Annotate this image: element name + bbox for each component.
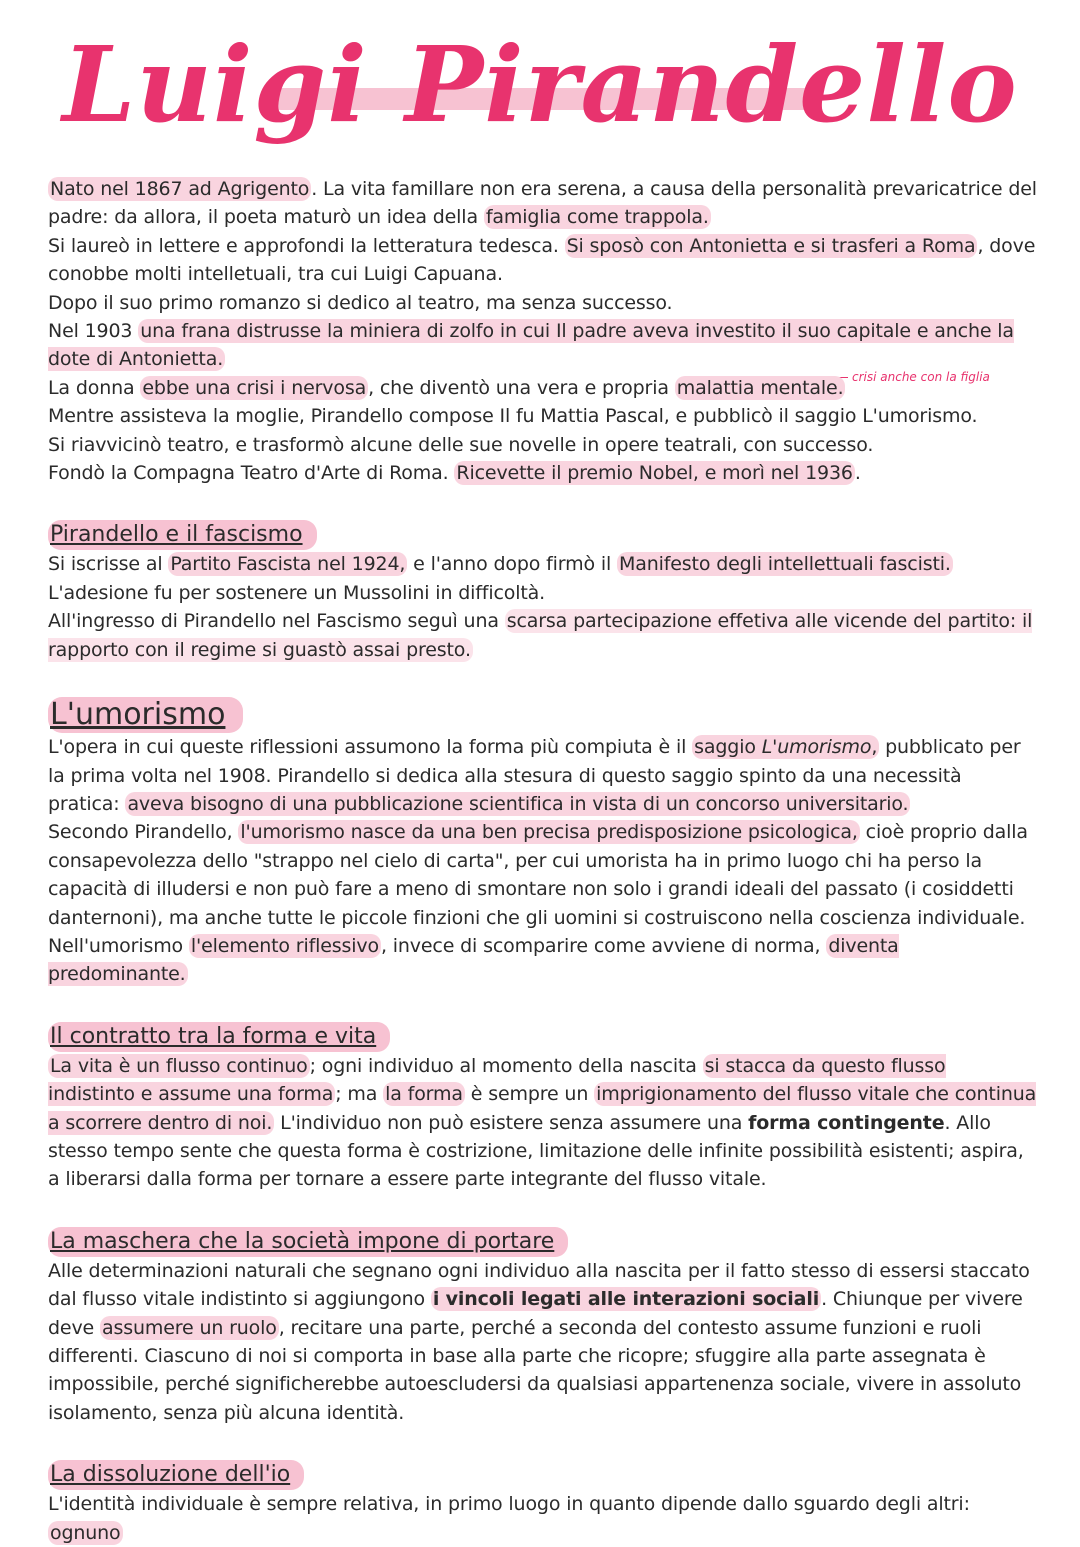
text: Si iscrisse al — [48, 553, 169, 576]
text: . Chiunque per vivere deve — [48, 1288, 1023, 1339]
maschera-paragraph — [48, 1257, 1038, 1427]
text: , dove conobbe molti intelletuali, tra cui Luigi Capuana. — [48, 234, 1036, 286]
highlight: imprigionamento del flusso vitale che continua a scorrere dentro di noi. — [48, 1083, 1037, 1134]
maschera-section — [48, 1227, 1038, 1427]
highlight: la forma — [385, 1083, 463, 1106]
section-heading: La dissoluzione dell'io — [48, 1460, 304, 1490]
umorismo-paragraph — [48, 733, 1038, 989]
highlight: l'elemento riflessivo — [190, 934, 379, 957]
text: è sempre un — [464, 1083, 595, 1106]
highlight: scarsa partecipazione effetiva alle vicende del partito: il rapporto con il regime si guastò assai presto. — [48, 610, 1033, 661]
section-heading: Il contratto tra la forma e vita — [48, 1022, 390, 1052]
fascismo-section — [48, 520, 1038, 664]
highlight: La vita è un flusso continuo — [50, 1054, 308, 1077]
notes-body — [48, 175, 1038, 1547]
highlight: si stacca da questo flusso indistinto e assume una forma — [48, 1054, 946, 1106]
highlight: ebbe una crisi i nervosa — [142, 376, 367, 399]
text: Si laureò in lettere e approfondi la letteratura tedesca. — [48, 234, 565, 257]
text: , invece di scomparire come avviene di norma, — [380, 934, 827, 957]
text: . La vita famillare non era serena, a causa della personalità prevaricatrice del padre: da allora, il poeta maturò un idea della — [48, 178, 1037, 229]
highlight: Manifesto degli intellettuali fascisti. — [618, 553, 951, 576]
title-area — [0, 10, 1080, 180]
highlight: diventa predominante. — [48, 934, 899, 986]
section-heading: La maschera che la società impone di portare — [48, 1227, 568, 1257]
dissoluzione-paragraph — [48, 1490, 1038, 1547]
text: ; ogni individuo al momento della nascita — [309, 1054, 703, 1077]
italic-text: L'umorismo — [761, 736, 872, 759]
bold-text: forma contingente — [748, 1111, 945, 1134]
text: ; ma — [335, 1083, 384, 1106]
text: pubblicato per la prima volta nel 1908. Pirandello si dedica alla stesura di questo saggio spinto da una necessità pratica: — [48, 736, 1021, 815]
section-heading-large: L'umorismo — [48, 697, 243, 733]
dissoluzione-section — [48, 1460, 1038, 1547]
text: Dopo il suo primo romanzo si dedico al teatro, ma senza successo. — [48, 291, 673, 314]
highlight: assumere un ruolo — [101, 1316, 277, 1339]
page-title: Luigi Pirandello — [62, 23, 1018, 146]
highlight: l'umorismo nasce da una ben precisa predisposizione psicologica, — [240, 821, 858, 844]
highlight: i vincoli legati alle interazioni sociali — [432, 1288, 820, 1311]
highlight: malattia mentale. — [676, 376, 844, 399]
text: Secondo Pirandello, — [48, 821, 239, 844]
highlight: Ricevette il premio Nobel, e morì nel 1936 — [456, 462, 853, 485]
text: saggio — [694, 736, 762, 759]
text: . — [854, 462, 861, 485]
contratto-paragraph — [48, 1052, 1038, 1194]
highlight: famiglia come trappola. — [485, 206, 709, 229]
fascismo-paragraph — [48, 550, 1038, 664]
highlight: Partito Fascista nel 1924, — [170, 553, 406, 576]
text: L'opera in cui queste riflessioni assumono la forma più compiuta è il — [48, 736, 693, 759]
text: L'identità individuale è sempre relativa, in primo luogo in quanto dipende dallo sguardo degli altri: — [48, 1493, 970, 1516]
text: Nell'umorismo — [48, 934, 189, 957]
text: e l'anno dopo firmò il — [407, 553, 617, 576]
umorismo-section — [48, 697, 1038, 989]
contratto-section — [48, 1022, 1038, 1194]
text: La donna — [48, 376, 141, 399]
highlight — [692, 735, 879, 759]
text: , che diventò una vera e propria — [368, 376, 675, 399]
highlight: ognuno — [50, 1521, 121, 1544]
text: , recitare una parte, perché a seconda del contesto assume funzioni e ruoli differenti. Ciascuno di noi si comporta in base alla parte che ricopre; sfuggire alla parte assegnata è impossibile, perché significherebbe autoescludersi da qualsiasi appartenenza sociale, vivere in assoluto isolamento, senza più alcuna identità. — [48, 1316, 1022, 1424]
highlight: una frana distrusse la miniera di zolfo in cui Il padre aveva investito il suo capitale e anche la dote di Antonietta. — [48, 320, 1014, 371]
text: Mentre assisteva la moglie, Pirandello compose Il fu Mattia Pascal, e pubblicò il saggio L'umorismo. — [48, 405, 978, 428]
text: Si riavvicinò teatro, e trasformò alcune delle sue novelle in opere teatrali, con successo. — [48, 433, 874, 456]
highlight: aveva bisogno di una pubblicazione scientifica in vista di un concorso universitario. — [127, 792, 909, 815]
text: , — [871, 736, 878, 759]
text: Alle determinazioni naturali che segnano ogni individuo alla nascita per il fatto stesso di essersi staccato dal flusso vitale indistinto si aggiungono — [48, 1259, 1030, 1311]
text: . Allo stesso tempo sente che questa forma è costrizione, limitazione delle infinite possibilità esistenti; aspira, a liberarsi dalla forma per tornare a essere parte integrante del flusso vitale. — [48, 1111, 1024, 1191]
text: L'adesione fu per sostenere un Mussolini in difficoltà. — [48, 581, 546, 604]
text: cioè proprio dalla consapevolezza dello "strappo nel cielo di carta", per cui umorista ha in primo luogo chi ha perso la capacità di illudersi e non può fare a meno di smontare non solo i grandi ideali del passato (i cosiddetti danternoni), ma anche tutte le piccole finzioni che gli uomini si costruiscono nella coscienza individuale. — [48, 821, 1028, 929]
bio-section — [48, 175, 1038, 487]
annotation-text: crisi anche con la figlia — [852, 370, 990, 384]
highlight: Nato nel 1867 ad Agrigento — [50, 178, 310, 200]
section-heading: Pirandello e il fascismo — [48, 520, 317, 550]
text: L'individuo non può esistere senza assumere una — [274, 1111, 749, 1134]
highlight: Si sposò con Antonietta e si trasferi a Roma — [566, 234, 976, 257]
text: Nel 1903 — [48, 320, 139, 343]
text: All'ingresso di Pirandello nel Fascismo seguì una — [48, 610, 505, 633]
bio-paragraph — [48, 175, 1038, 487]
text: Fondò la Compagna Teatro d'Arte di Roma. — [48, 462, 455, 485]
